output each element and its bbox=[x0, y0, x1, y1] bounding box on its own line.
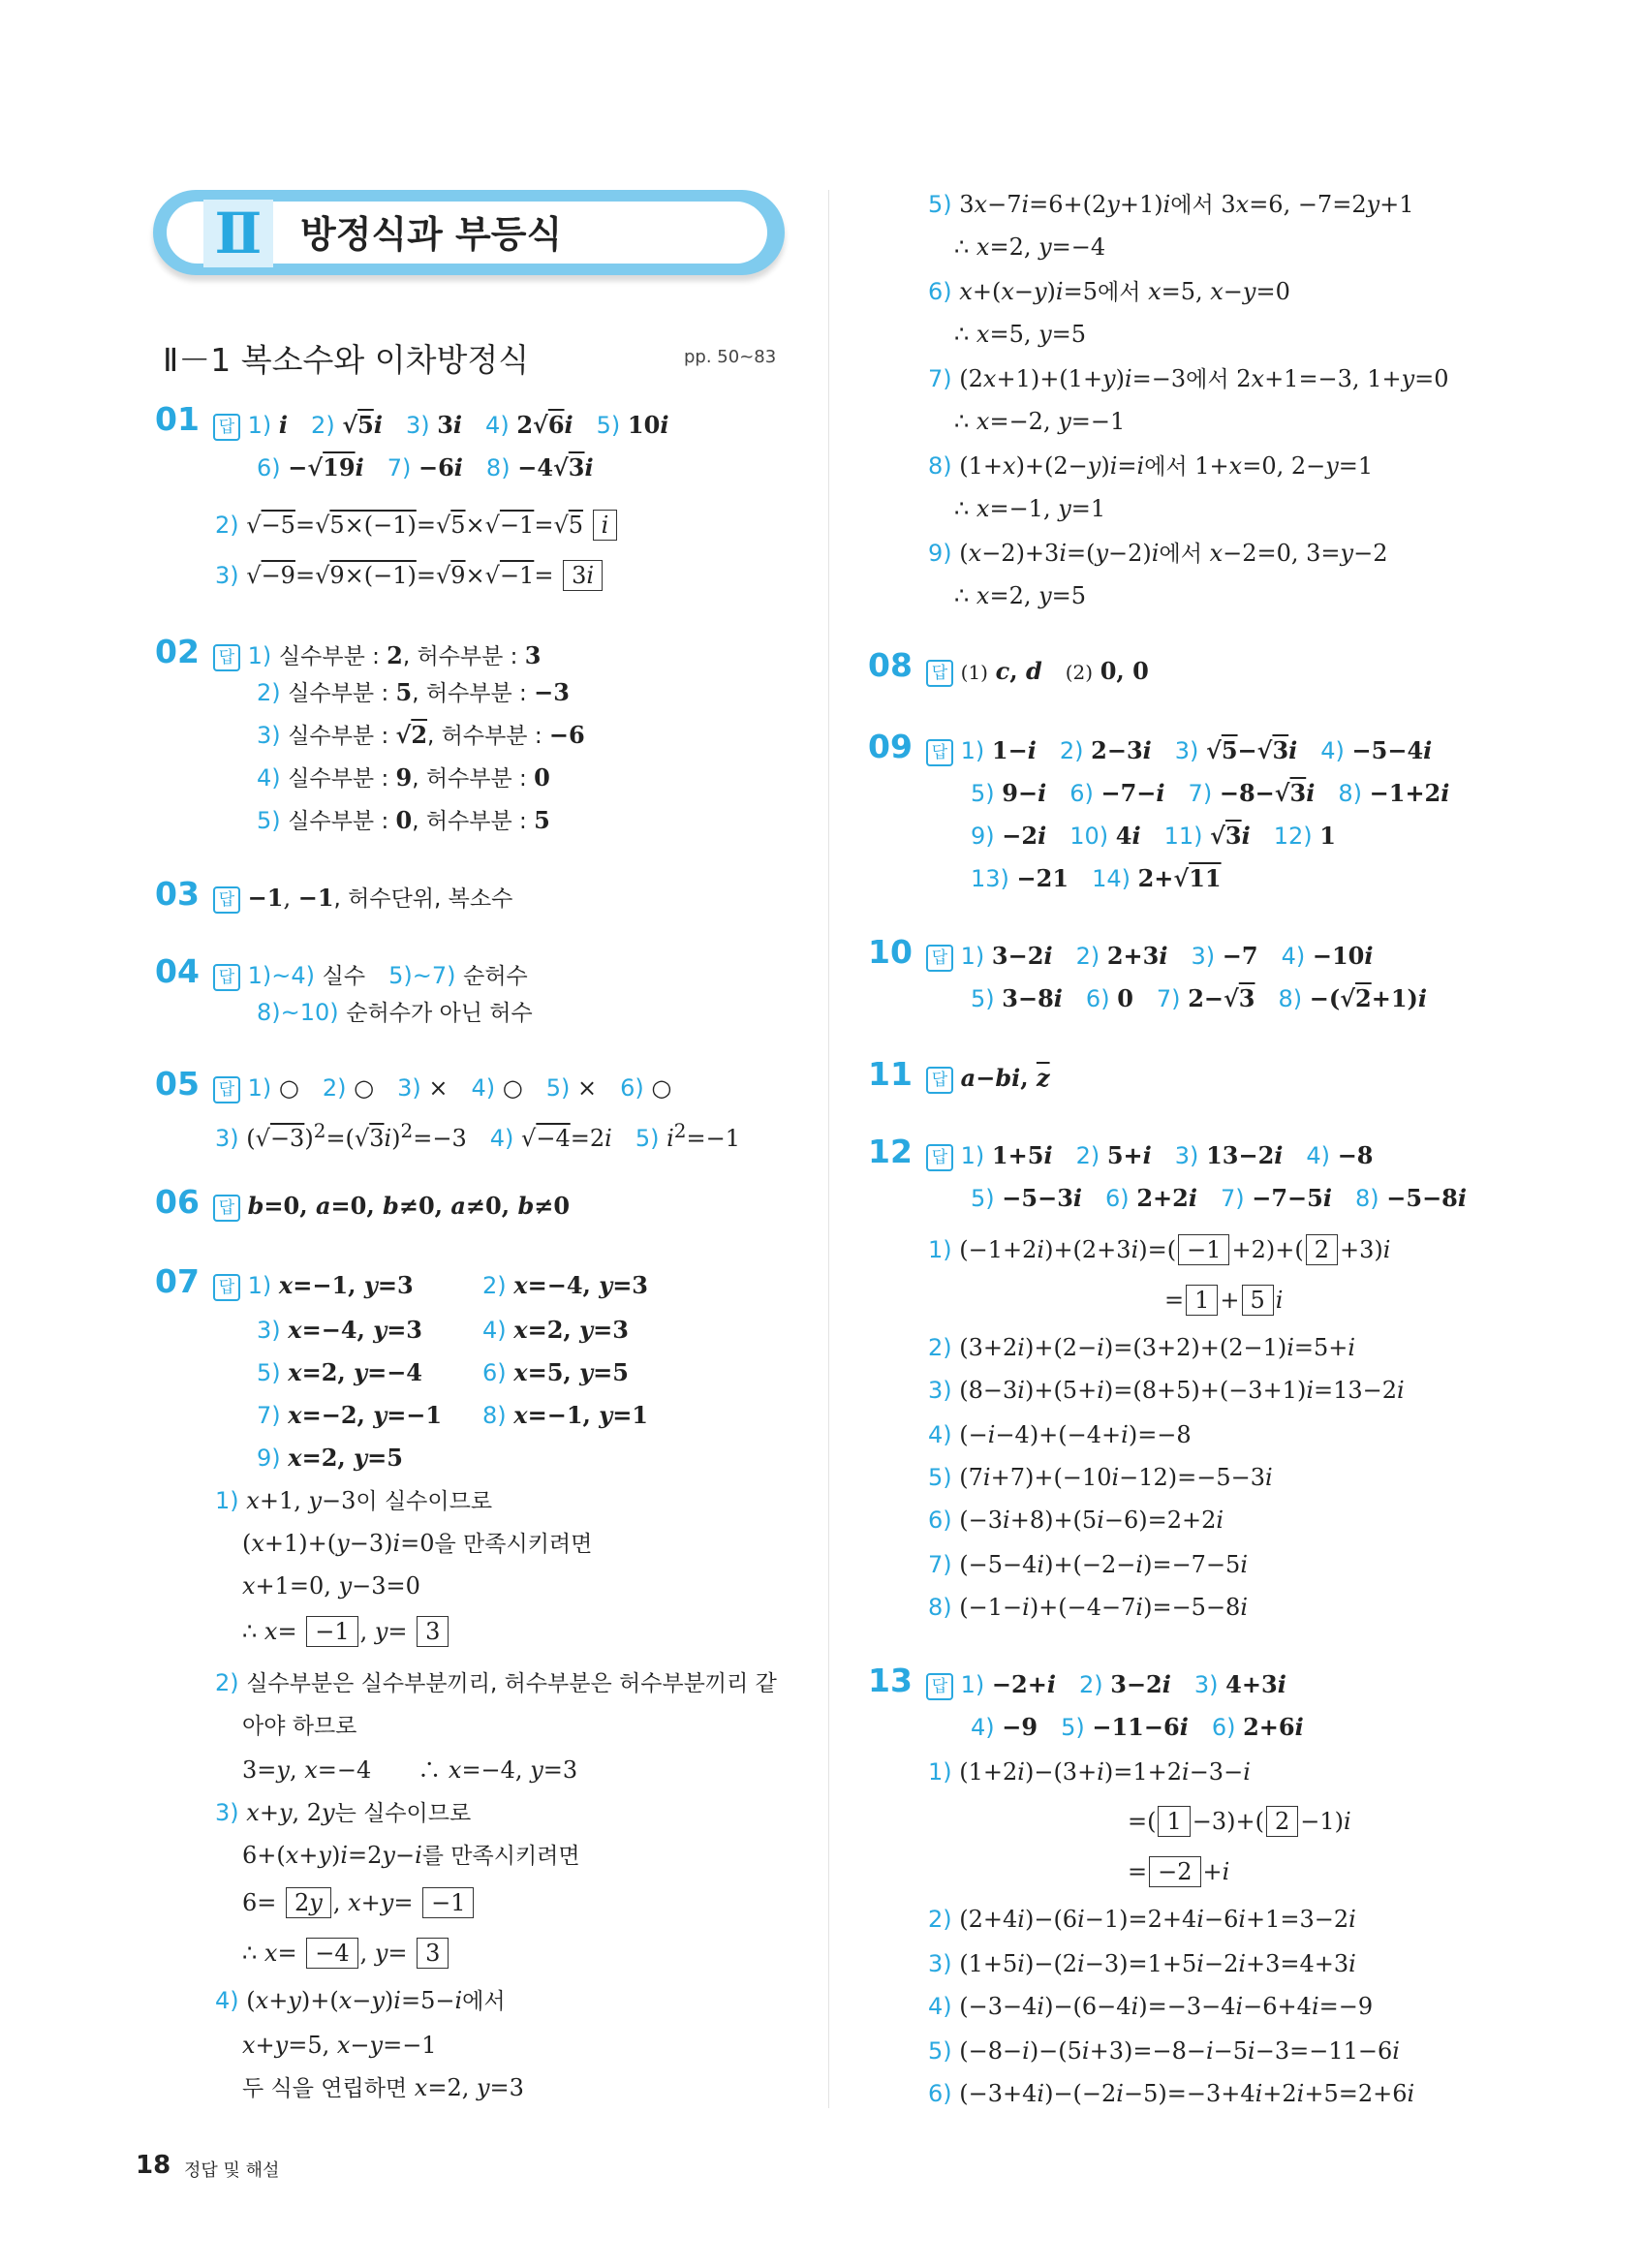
answer-line-07c: 5) x=2, y=−4 bbox=[257, 1358, 422, 1386]
answer-line-02b: 2) 실수부분 : 5, 허수부분 : −3 bbox=[257, 678, 570, 706]
answer-line-04b: 8)~10) 순허수가 아닌 허수 bbox=[257, 999, 533, 1026]
problem-number-11: 11 bbox=[868, 1055, 913, 1093]
answer-line-07c2: 6) x=5, y=5 bbox=[482, 1358, 629, 1386]
problem-number-05: 05 bbox=[155, 1065, 200, 1103]
answer-line-12b: 5) −5−3i 6) 2+2i 7) −7−5i 8) −5−8i bbox=[971, 1184, 1468, 1212]
problem-number-09: 09 bbox=[868, 728, 913, 765]
page-number: 18 bbox=[136, 2151, 171, 2180]
problem-number-06: 06 bbox=[155, 1183, 200, 1221]
answer-line-02d: 4) 실수부분 : 9, 허수부분 : 0 bbox=[257, 763, 550, 792]
answer-line-07e: 9) x=2, y=5 bbox=[257, 1444, 403, 1472]
answer-line-07b2: 4) x=2, y=3 bbox=[482, 1316, 629, 1344]
answer-line-12g: 4) (−i−4)+(−4+i)=−8 bbox=[928, 1421, 1192, 1448]
answer-line-12h: 5) (7i+7)+(−10i−12)=−5−3i bbox=[928, 1464, 1273, 1491]
answer-line-13f: 2) (2+4i)−(6i−1)=2+4i−6i+1=3−2i bbox=[928, 1906, 1356, 1933]
answer-line-12d: = 1 + 5 i bbox=[1164, 1287, 1284, 1314]
answer-line-03a: 답 −1, −1, 허수단위, 복소수 bbox=[213, 884, 512, 914]
answer-line-07n: 6+(x+y)i=2y−i를 만족시키려면 bbox=[242, 1842, 580, 1869]
answer-line-12i: 6) (−3i+8)+(5i−6)=2+2i bbox=[928, 1507, 1224, 1534]
answer-line-10b: 5) 3−8i 6) 0 7) 2−√3 8) −(√2+1)i bbox=[971, 984, 1428, 1012]
answer-line-13j: 6) (−3+4i)−(−2i−5)=−3+4i+2i+5=2+6i bbox=[928, 2080, 1415, 2107]
answer-line-12c: 1) (−1+2i)+(2+3i)=( −1 +2)+( 2 +3)i bbox=[928, 1236, 1391, 1263]
answer-line-r8: 8) (1+x)+(2−y)i=i에서 1+x=0, 2−y=1 bbox=[928, 452, 1374, 480]
answer-line-13c: 1) (1+2i)−(3+i)=1+2i−3−i bbox=[928, 1758, 1251, 1786]
answer-line-12a: 답 1) 1+5i 2) 5+i 3) 13−2i 4) −8 bbox=[926, 1141, 1374, 1171]
answer-line-01c: 2) √−5=√5×(−1)=√5×√−1=√5 i bbox=[215, 510, 619, 541]
answer-line-07k: 아야 하므로 bbox=[242, 1714, 357, 1739]
answer-line-12f: 3) (8−3i)+(5+i)=(8+5)+(−3+1)i=13−2i bbox=[928, 1377, 1405, 1404]
problem-number-08: 08 bbox=[868, 646, 913, 684]
answer-line-05b: 3) $(√-3)^2=(√3i)^2=-3$ 4) √−4=2i 5) $i^2=-1$ bbox=[215, 1119, 741, 1152]
answer-line-r7: 7) (2x+1)+(1+y)i=−3에서 2x+1=−3, 1+y=0 bbox=[928, 365, 1449, 392]
chapter-roman-numeral: Ⅱ bbox=[203, 200, 273, 267]
answer-line-r6b: ∴ x=5, y=5 bbox=[954, 321, 1087, 348]
answer-line-07a2: 2) x=−4, y=3 bbox=[482, 1271, 648, 1299]
answer-line-07m: 3) x+y, 2y는 실수이므로 bbox=[215, 1799, 472, 1826]
answer-line-04a: 답 1)~4) 실수 5)~7) 순허수 bbox=[213, 961, 528, 991]
answer-line-07r: x+y=5, x−y=−1 bbox=[242, 2032, 437, 2059]
answer-line-07i: ∴ x= −1 , y= 3 bbox=[242, 1616, 450, 1647]
answer-line-12k: 8) (−1−i)+(−4−7i)=−5−8i bbox=[928, 1594, 1249, 1621]
column-divider bbox=[828, 190, 829, 2108]
section-pages: pp. 50~83 bbox=[684, 347, 777, 367]
problem-number-02: 02 bbox=[155, 633, 200, 670]
answer-line-01a: 답 1) i 2) √5i 3) 3i 4) 2√6i 5) 10i bbox=[213, 411, 668, 441]
answer-line-07s: 두 식을 연립하면 x=2, y=3 bbox=[242, 2074, 524, 2101]
answer-line-07g: (x+1)+(y−3)i=0을 만족시키려면 bbox=[242, 1530, 593, 1557]
answer-line-13d: =( 1 −3)+( 2 −1)i bbox=[1128, 1808, 1351, 1835]
answer-line-02c: 3) 실수부분 : √2, 허수부분 : −6 bbox=[257, 721, 585, 749]
answer-line-07d: 7) x=−2, y=−1 bbox=[257, 1401, 443, 1429]
answer-line-11a: 답 a−bi, $\overline{z}$ bbox=[926, 1064, 1050, 1094]
answer-line-07h: x+1=0, y−3=0 bbox=[242, 1572, 420, 1600]
answer-line-09a: 답 1) 1−i 2) 2−3i 3) √5−√3i 4) −5−4i bbox=[926, 736, 1432, 766]
answer-line-r6: 6) x+(x−y)i=5에서 x=5, x−y=0 bbox=[928, 278, 1290, 305]
problem-number-12: 12 bbox=[868, 1133, 913, 1170]
answer-line-09c: 9) −2i 10) 4i 11) √3i 12) 1 bbox=[971, 822, 1336, 850]
answer-line-13i: 5) (−8−i)−(5i+3)=−8−i−5i−3=−11−6i bbox=[928, 2037, 1400, 2065]
answer-line-r8b: ∴ x=−1, y=1 bbox=[954, 495, 1106, 522]
answer-line-07a: 답 1) x=−1, y=3 bbox=[213, 1271, 414, 1301]
answer-line-09b: 5) 9−i 6) −7−i 7) −8−√3i 8) −1+2i bbox=[971, 779, 1450, 807]
answer-line-r9b: ∴ x=2, y=5 bbox=[954, 582, 1087, 609]
answer-line-r5b: ∴ x=2, y=−4 bbox=[954, 233, 1106, 261]
answer-line-06a: 답 b=0, a=0, b≠0, a≠0, b≠0 bbox=[213, 1192, 570, 1222]
answer-line-12e: 2) (3+2i)+(2−i)=(3+2)+(2−1)i=5+i bbox=[928, 1334, 1356, 1361]
answer-line-07d2: 8) x=−1, y=1 bbox=[482, 1401, 648, 1429]
answer-line-02e: 5) 실수부분 : 0, 허수부분 : 5 bbox=[257, 806, 550, 834]
answer-line-09d: 13) −21 14) 2+√11 bbox=[971, 864, 1222, 892]
answer-line-07f: 1) x+1, y−3이 실수이므로 bbox=[215, 1487, 493, 1514]
problem-number-04: 04 bbox=[155, 952, 200, 990]
answer-line-r9: 9) (x−2)+3i=(y−2)i에서 x−2=0, 3=y−2 bbox=[928, 540, 1388, 567]
answer-line-13b: 4) −9 5) −11−6i 6) 2+6i bbox=[971, 1713, 1304, 1741]
problem-number-07: 07 bbox=[155, 1262, 200, 1300]
answer-line-12j: 7) (−5−4i)+(−2−i)=−7−5i bbox=[928, 1551, 1249, 1578]
answer-line-07o: 6= 2y , x+y= −1 bbox=[242, 1887, 476, 1918]
problem-number-10: 10 bbox=[868, 933, 913, 971]
footer-text: 정답 및 해설 bbox=[184, 2160, 280, 2181]
problem-number-03: 03 bbox=[155, 875, 200, 913]
answer-line-01b: 6) −√19i 7) −6i 8) −4√3i bbox=[257, 453, 594, 482]
answer-line-08a: 답 (1) c, d (2) 0, 0 bbox=[926, 657, 1149, 687]
answer-line-r5: 5) 3x−7i=6+(2y+1)i에서 3x=6, −7=2y+1 bbox=[928, 191, 1414, 218]
answer-line-05a: 답 1) ○ 2) ○ 3) × 4) ○ 5) × 6) ○ bbox=[213, 1073, 671, 1103]
answer-line-13a: 답 1) −2+i 2) 3−2i 3) 4+3i bbox=[926, 1670, 1286, 1700]
section-title: Ⅱ－1 복소수와 이차방정식 bbox=[163, 341, 530, 379]
answer-line-13h: 4) (−3−4i)−(6−4i)=−3−4i−6+4i=−9 bbox=[928, 1993, 1374, 2020]
answer-line-02a: 답 1) 실수부분 : 2, 허수부분 : 3 bbox=[213, 641, 541, 671]
answer-line-r7b: ∴ x=−2, y=−1 bbox=[954, 408, 1126, 435]
answer-line-07p: ∴ x= −4 , y= 3 bbox=[242, 1938, 450, 1969]
answer-line-10a: 답 1) 3−2i 2) 2+3i 3) −7 4) −10i bbox=[926, 942, 1374, 972]
answer-line-13g: 3) (1+5i)−(2i−3)=1+5i−2i+3=4+3i bbox=[928, 1950, 1356, 1977]
answer-line-13e: = −2 +i bbox=[1128, 1858, 1230, 1885]
answer-line-01d: 3) √−9=√9×(−1)=√9×√−1= 3i bbox=[215, 560, 604, 591]
answer-line-07l: 3=y, x=−4 ∴ x=−4, y=3 bbox=[242, 1756, 578, 1784]
answer-line-07j: 2) 실수부분은 실수부분끼리, 허수부분은 허수부분끼리 같 bbox=[215, 1669, 777, 1696]
answer-line-07b: 3) x=−4, y=3 bbox=[257, 1316, 422, 1344]
chapter-title: 방정식과 부등식 bbox=[300, 213, 563, 256]
problem-number-01: 01 bbox=[155, 400, 200, 438]
problem-number-13: 13 bbox=[868, 1662, 913, 1699]
answer-line-07q: 4) (x+y)+(x−y)i=5−i에서 bbox=[215, 1987, 506, 2014]
